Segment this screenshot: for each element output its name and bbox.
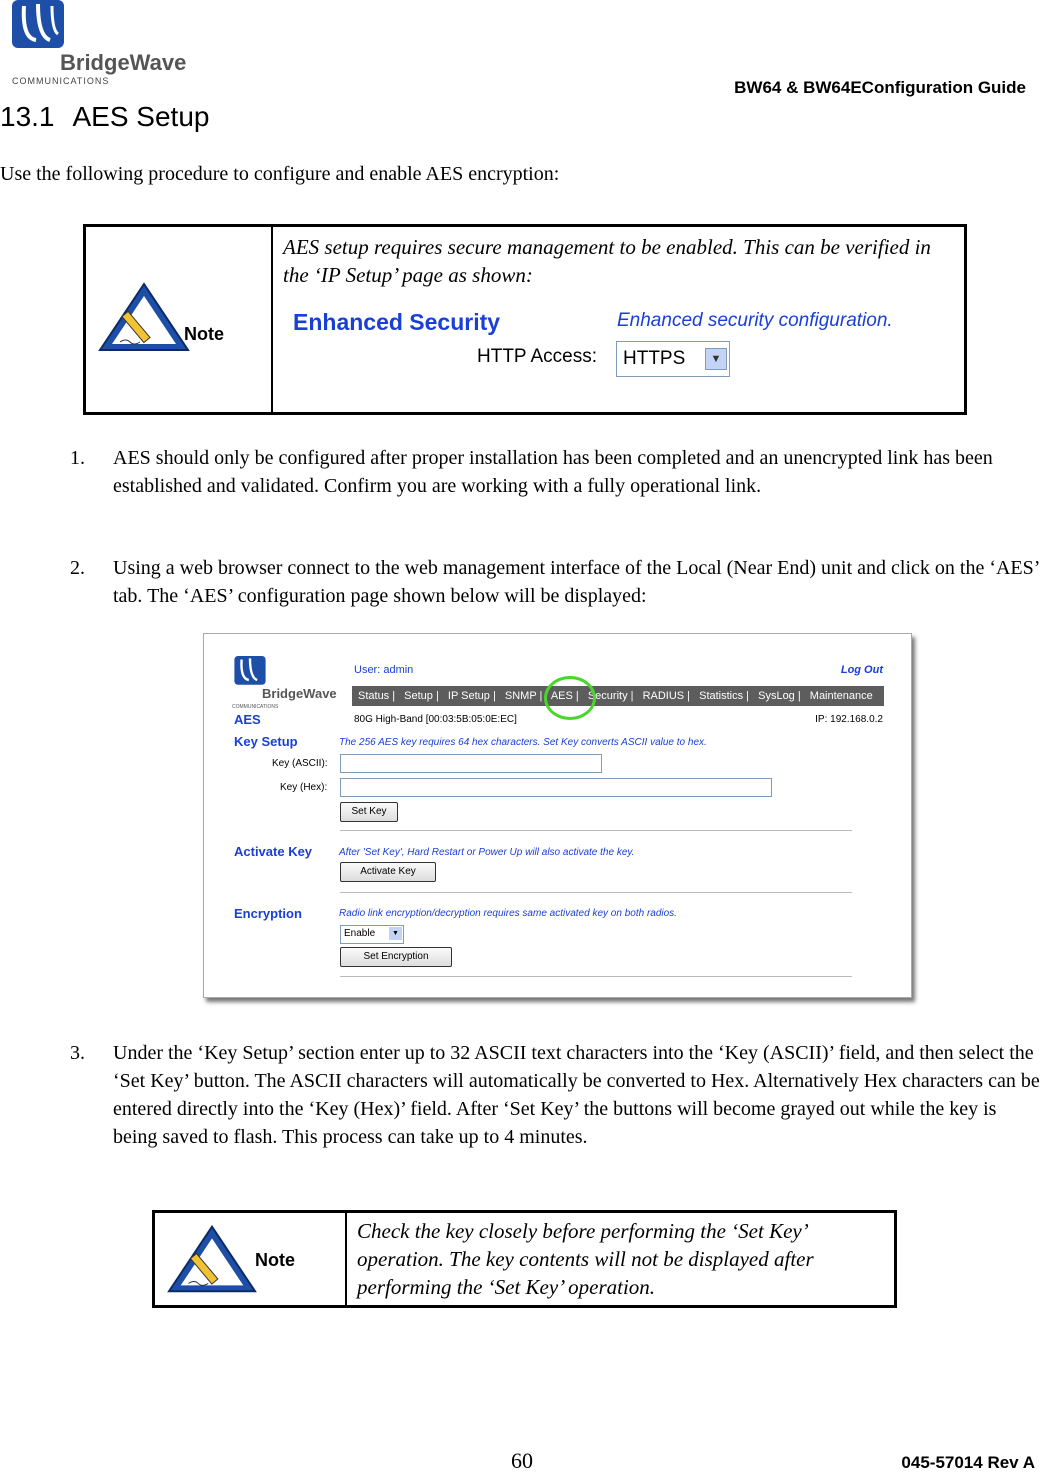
step-number: 2. (70, 557, 85, 579)
logo-sub: COMMUNICATIONS (12, 76, 110, 86)
activate-key-heading: Activate Key (234, 844, 313, 859)
section-number: 13.1 (0, 101, 55, 132)
set-key-button[interactable]: Set Key (340, 802, 398, 822)
http-access-select[interactable] (616, 341, 730, 377)
activate-key-button[interactable]: Activate Key (340, 862, 436, 882)
shot-page-title: AES (234, 712, 261, 727)
step-2 (70, 554, 1040, 610)
tab-ip-setup[interactable]: IP Setup | (447, 690, 496, 702)
step-text: AES should only be configured after proper installation has been completed and an unencrypted link has been established and validated. Confirm you are working with a fully operational link. (113, 447, 993, 497)
band-info: 80G High-Band [00:03:5B:05:0E:EC] (354, 714, 517, 725)
note-label: Note (184, 323, 224, 344)
set-encryption-button[interactable]: Set Encryption (340, 947, 452, 967)
chevron-down-icon[interactable]: ▼ (389, 927, 402, 940)
shot-brand: BridgeWave (262, 686, 337, 701)
encryption-select[interactable] (340, 925, 404, 944)
enhanced-security-figure (283, 289, 954, 389)
key-ascii-input[interactable] (340, 754, 602, 773)
key-ascii-label: Key (ASCII): (272, 758, 328, 769)
section-heading (0, 101, 209, 133)
enhanced-security-description: Enhanced security configuration. (617, 310, 893, 331)
tab-aes[interactable]: AES | (550, 690, 579, 702)
shot-brand-sub: COMMUNICATIONS (232, 704, 279, 710)
http-access-value: HTTPS (623, 348, 686, 369)
key-setup-hint: The 256 AES key requires 64 hex characters. Set Key converts ASCII value to hex. (339, 737, 707, 748)
tab-setup[interactable]: Setup | (404, 690, 439, 702)
note-box-1 (83, 224, 967, 415)
tab-maintenance[interactable]: Maintenance (809, 690, 873, 702)
http-access-label: HTTP Access: (477, 346, 598, 367)
step-3 (70, 1039, 1040, 1151)
step-text: Under the ‘Key Setup’ section enter up to 32 ASCII text characters into the ‘Key (ASCII)’ field, and then select the ‘Set Key’ button. The ASCII characters will automatically be converted to Hex. Alternatively Hex characters can be entered directly into the ‘Key (Hex)’ field. After ‘Set Key’ the buttons will become grayed out while the key is being saved to flash. This process can take up to 4 minutes. (113, 1042, 1040, 1148)
divider (340, 892, 852, 893)
tab-bar (352, 686, 884, 706)
logout-link[interactable]: Log Out (840, 664, 883, 676)
tab-statistics[interactable]: Statistics | (699, 690, 750, 702)
step-text: Using a web browser connect to the web management interface of the Local (Near End) unit and click on the ‘AES’ tab. The ‘AES’ configuration page shown below will be displayed: (113, 557, 1039, 607)
key-hex-label: Key (Hex): (280, 782, 328, 793)
note-box-2 (152, 1210, 897, 1308)
note-text: Check the key closely before performing the ‘Set Key’ operation. The key contents will not be displayed after performing the ‘Set Key’ operation. (357, 1219, 814, 1299)
tab-security[interactable]: Security | (587, 690, 634, 702)
encryption-select-value: Enable (344, 928, 376, 939)
encryption-heading: Encryption (234, 906, 302, 921)
header-logo (8, 0, 208, 90)
aes-config-screenshot (203, 633, 912, 998)
doc-number: 045-57014 Rev A (901, 1453, 1035, 1472)
tab-radius[interactable]: RADIUS | (642, 690, 691, 702)
activate-key-hint: After 'Set Key', Hard Restart or Power Up will also activate the key. (339, 847, 635, 858)
note-text: AES setup requires secure management to be enabled. This can be verified in the ‘IP Setup’ page as shown: (283, 235, 931, 287)
aes-tab-highlight (544, 676, 596, 720)
step-number: 1. (70, 447, 85, 469)
key-hex-input[interactable] (340, 778, 772, 797)
bridgewave-logo-icon (232, 656, 268, 686)
note-label: Note (255, 1250, 295, 1270)
guide-title: BW64 & BW64EConfiguration Guide (734, 78, 1026, 97)
intro-text: Use the following procedure to configure and enable AES encryption: (0, 163, 560, 185)
logo-brand: BridgeWave (60, 50, 187, 75)
note-pencil-icon (98, 280, 190, 352)
step-1 (70, 444, 1040, 500)
page-number: 60 (511, 1448, 533, 1473)
shot-user: User: admin (354, 664, 414, 676)
step-number: 3. (70, 1042, 85, 1064)
tab-status[interactable]: Status | (358, 690, 396, 702)
enhanced-security-heading: Enhanced Security (293, 309, 501, 335)
chevron-down-icon[interactable]: ▼ (705, 348, 727, 370)
note-pencil-icon (167, 1222, 257, 1294)
ip-info: IP: 192.168.0.2 (815, 714, 883, 725)
bridgewave-logo-icon (8, 0, 68, 50)
tab-snmp[interactable]: SNMP | (504, 690, 543, 702)
section-title: AES Setup (72, 101, 210, 132)
divider (340, 830, 852, 831)
divider (340, 976, 852, 977)
encryption-hint: Radio link encryption/decryption requires same activated key on both radios. (339, 908, 677, 919)
key-setup-heading: Key Setup (234, 734, 298, 749)
tab-syslog[interactable]: SysLog | (758, 690, 801, 702)
